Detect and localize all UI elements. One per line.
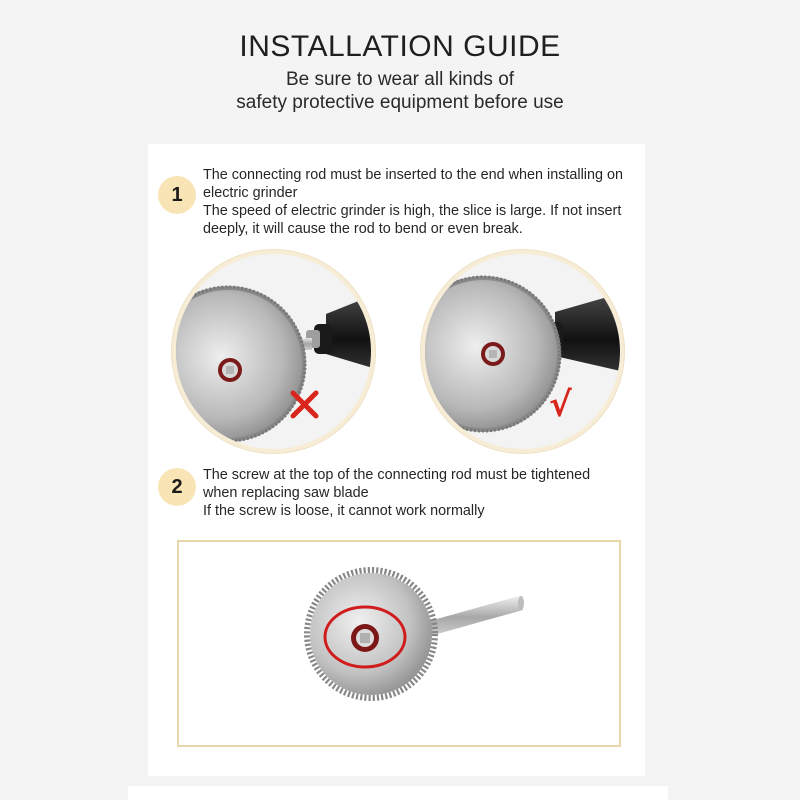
next-card-edge	[128, 786, 668, 800]
subtitle-line-1: Be sure to wear all kinds of	[285, 69, 515, 90]
subtitle-line-2: safety protective equipment before use	[236, 92, 564, 113]
step-2-badge: 2	[158, 468, 196, 506]
wrong-install-photo	[176, 254, 371, 449]
check-mark-icon: √	[549, 385, 572, 425]
saw-blade-photo	[177, 540, 621, 747]
step-1-line-1: The connecting rod must be inserted to the end when installing on electric grinder	[203, 167, 623, 201]
step-1-text	[203, 166, 623, 238]
step-1-badge: 1	[158, 176, 196, 214]
page-title: INSTALLATION GUIDE	[239, 30, 561, 63]
step-2-line-1: The screw at the top of the connecting rod must be tightened when replacing saw blade	[203, 467, 591, 501]
step-2-line-2: If the screw is loose, it cannot work normally	[203, 503, 485, 519]
step-2-text	[203, 466, 623, 520]
step-1-line-2: The speed of electric grinder is high, the slice is large. If not insert deeply, it will cause the rod to bend or even break.	[203, 203, 622, 237]
correct-install-photo	[425, 254, 620, 449]
